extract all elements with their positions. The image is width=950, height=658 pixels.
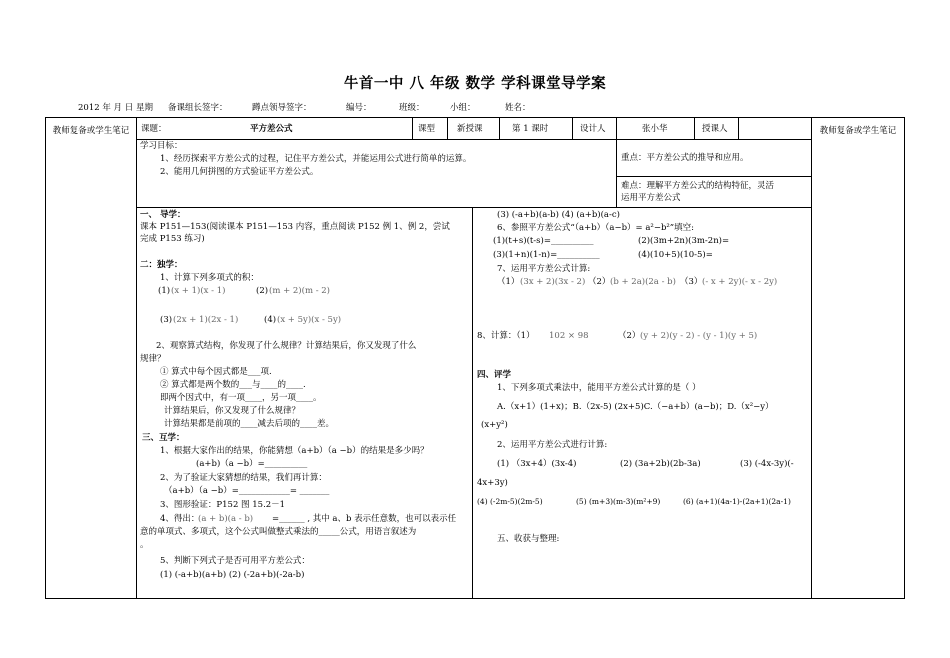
side-label-right: 教师复备或学生笔记 bbox=[819, 126, 897, 136]
section-3-heading: 三、互学： bbox=[142, 433, 185, 443]
e-line-7b: (5) (m+3)(m-3)(m²+9) bbox=[576, 497, 661, 506]
q1c-num: (3) bbox=[160, 315, 173, 325]
q3-line-f-expr: (a + b)(a - b) bbox=[198, 514, 254, 524]
side-label-left: 教师复备或学生笔记 bbox=[52, 126, 130, 136]
r-line-4b: (4)(10+5)(10-5)= bbox=[638, 250, 713, 260]
goals-label: 学习目标： bbox=[140, 141, 183, 151]
q2-line-a: 2、观察算式结构，你发现了什么规律？计算结果后，你又发现了什么 bbox=[156, 341, 417, 351]
r7-3-expr: (- x + 2y)(- x - 2y) bbox=[702, 277, 778, 287]
designer-value: 张小华 bbox=[642, 124, 668, 134]
topic-value: 平方差公式 bbox=[250, 124, 293, 134]
q3-line-d: （a+b）（a −b）=____________= _______ bbox=[164, 486, 330, 496]
q1d-num: (4) bbox=[264, 315, 277, 325]
meta-number: 编号： bbox=[346, 103, 372, 113]
q5-items: (1) (-a+b)(a+b) (2) (-2a+b)(-2a-b) bbox=[160, 570, 305, 580]
q3-line-f-pre: 4、得出： bbox=[160, 514, 200, 524]
r-line-3a: (1)(t+s)(t-s)=__________ bbox=[493, 236, 594, 246]
section-5-heading: 五、收获与整理: bbox=[497, 534, 560, 544]
e-line-6: 4x+3y) bbox=[477, 478, 508, 488]
s1-line-b: 完成 P153 练习) bbox=[140, 234, 205, 244]
e-line-5a: (1) （3x+4）(3x-4) bbox=[497, 459, 577, 469]
r-line-3b: (2)(3m+2n)(3m-2n)= bbox=[638, 236, 730, 246]
type-label: 课型 bbox=[418, 124, 436, 134]
topic-label: 课题： bbox=[141, 124, 167, 134]
teacher-label: 授课人 bbox=[702, 124, 728, 134]
e-line-5b: (2) (3a+2b)(2b-3a) bbox=[620, 459, 701, 469]
meta-leader: 备课组长签字： bbox=[168, 103, 228, 113]
r8-2-num: （2） bbox=[618, 331, 641, 341]
difficulty-2: 运用平方差公式 bbox=[621, 193, 681, 203]
e-line-7c: (6) (a+1)(4a-1)-(2a+1)(2a-1) bbox=[683, 497, 791, 506]
q3-line-g: 意的单项式、多项式，这个公式叫做整式乘法的_____公式，用语言叙述为 bbox=[140, 527, 417, 537]
r-line-1: (3) (-a+b)(a-b) (4) (a+b)(a-c) bbox=[497, 210, 620, 220]
q1a-expr: (x + 1)(x - 1) bbox=[171, 286, 226, 296]
q1c-expr: (2x + 1)(2x - 1) bbox=[173, 315, 239, 325]
q1b-num: (2) bbox=[256, 286, 269, 296]
q2-line-f: 计算结果后，你又发现了什么规律？ bbox=[164, 406, 301, 416]
s1-line-a: 课本 P151—153(阅读课本 P151—153 内容，重点阅读 P152 例 1、例 2，尝试 bbox=[140, 222, 450, 232]
page-title: 牛首一中 八 年级 数学 学科课堂导学案 bbox=[343, 76, 607, 92]
r-line-4a: (3)(1+n)(1-n)=__________ bbox=[493, 250, 600, 260]
meta-class: 班级： bbox=[399, 103, 425, 113]
goal-2: 2、能用几何拼图的方式验证平方差公式。 bbox=[160, 167, 319, 177]
q2-line-g: 计算结果都是前项的____减去后项的____差。 bbox=[164, 419, 335, 429]
q5: 5、判断下列式子是否可用平方差公式： bbox=[160, 556, 310, 566]
meta-group: 小组： bbox=[450, 103, 476, 113]
section-1-heading: 一、 导学： bbox=[140, 210, 186, 220]
r7-2-num: （2） bbox=[588, 277, 611, 287]
difficulty-1: 难点：理解平方差公式的结构特征，灵活 bbox=[621, 181, 775, 191]
goal-1: 1、经历探索平方差公式的过程，记住平方差公式，并能运用公式进行简单的运算。 bbox=[160, 154, 472, 164]
q3-line-b: (a+b)（a −b）=__________ bbox=[196, 459, 308, 469]
q3-line-f-post: =______ , 其中 a、b 表示任意数，也可以表示任 bbox=[272, 514, 457, 524]
q3-line-h: 。 bbox=[140, 540, 149, 550]
meta-name: 姓名： bbox=[505, 103, 531, 113]
r-line-2: 6、参照平方差公式“（a+b）（a−b）= a²−b²”填空: bbox=[497, 223, 694, 233]
q1a-num: (1) bbox=[158, 286, 171, 296]
q2-line-c: ① 算式中每个因式都是___项. bbox=[160, 367, 272, 377]
q1b-expr: (m + 2)(m - 2) bbox=[269, 286, 331, 296]
r-line-5: 7、运用平方差公式计算: bbox=[497, 264, 591, 274]
section-2-heading: 二：独学： bbox=[140, 260, 183, 270]
q3-line-c: 2、为了验证大家猜想的结果，我们再计算： bbox=[160, 473, 327, 483]
e-line-2: A.（x+1）(1+x)；B.（2x-5) (2x+5)C.（−a+b）(a−b)；D.（x²−y） bbox=[497, 402, 774, 412]
r7-1-num: （1） bbox=[497, 277, 520, 287]
e-line-7a: (4) (-2m-5)(2m-5) bbox=[477, 497, 543, 506]
r8-2-expr: (y + 2)(y - 2) - (y - 1)(y + 5) bbox=[640, 331, 758, 341]
r8-label: 8、计算：（1） bbox=[477, 331, 535, 341]
r7-1-expr: (3x + 2)(3x - 2) bbox=[520, 277, 586, 287]
type-value: 新授课 bbox=[457, 124, 483, 134]
e-line-1: 1、下列多项式乘法中，能用平方差公式计算的是（ ） bbox=[497, 383, 701, 393]
e-line-3: (x+y²) bbox=[481, 420, 508, 430]
r7-2-expr: (b + 2a)(2a - b) bbox=[610, 277, 676, 287]
q2-line-b: 规律？ bbox=[140, 354, 166, 364]
q1d-expr: (x + 5y)(x - 5y) bbox=[277, 315, 342, 325]
q1: 1、计算下列多项式的积： bbox=[160, 273, 259, 283]
designer-label: 设计人 bbox=[580, 124, 606, 134]
meta-date: 2012 年 月 日 星期 bbox=[78, 103, 153, 113]
r8-1-expr: 102 × 98 bbox=[549, 331, 589, 341]
r7-3-num: （3） bbox=[680, 277, 703, 287]
q2-line-e: 即两个因式中，有一项____，另一项____。 bbox=[160, 393, 322, 403]
section-4-heading: 四、评学 bbox=[477, 370, 512, 380]
e-line-5c: (3) (-4x-3y)(- bbox=[740, 459, 794, 469]
key-point: 重点：平方差公式的推导和应用。 bbox=[621, 153, 749, 163]
q2-line-d: ② 算式都是两个数的___与____的____. bbox=[160, 380, 306, 390]
e-line-4: 2、运用平方差公式进行计算: bbox=[497, 440, 608, 450]
q3-line-e: 3、图形验证：P152 图 15.2－1 bbox=[160, 500, 286, 510]
period-value: 第 1 课时 bbox=[512, 124, 549, 134]
meta-admin: 蹲点领导签字： bbox=[252, 103, 312, 113]
q3-line-a: 1、根据大家作出的结果，你能猜想（a+b）（a −b）的结果是多少吗？ bbox=[160, 446, 429, 456]
